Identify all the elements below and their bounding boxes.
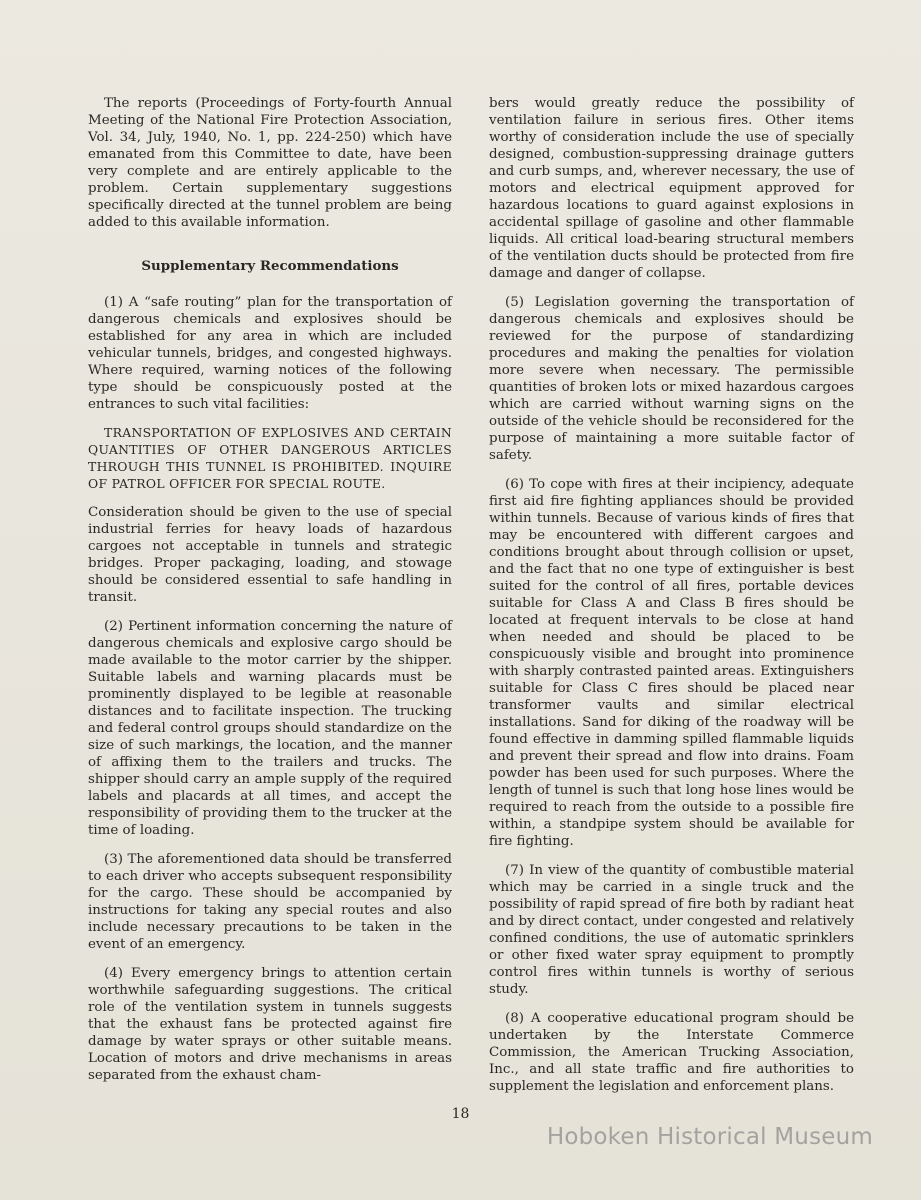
recommendation-2: (2) Pertinent information concerning the nature of dangerous chemicals and explosive cargo should be made available to the motor carrier by the shipper. Suitable labels and warning placards must be prominently displayed to be legible at reasonable distances and to facilitate inspection. The trucking and federal control groups should standardize on the size of such markings, the location, and the manner of affixing them to the trailers and trucks. The shipper should carry an ample supply of the required labels and placards at all times, and accept the responsibility of providing them to the trucker at the time of loading. xyxy=(88,619,452,838)
recommendation-1: (1) A “safe routing” plan for the transportation of dangerous chemicals and explosives should be established for any area in which are included vehicular tunnels, bridges, and congested highways. Where required, warning notices of the following type should be conspicuously posted at the entrances to such vital facilities: xyxy=(88,295,452,412)
left-column xyxy=(88,95,452,1084)
recommendation-1-continued: Consideration should be given to the use of special industrial ferries for heavy loads of hazardous cargoes not acceptable in tunnels and strategic bridges. Proper packaging, loading, and stowage should be considered essential to safe handling in transit. xyxy=(88,505,452,605)
right-column xyxy=(489,95,854,1095)
recommendation-4: (4) Every emergency brings to attention certain worthwhile safeguarding suggestions. The critical role of the ventilation system in tunnels suggests that the exhaust fans be protected against fire damage by water sprays or other suitable means. Location of motors and drive mechanisms in areas separated from the exhaust cham- xyxy=(88,966,452,1083)
page-number: 18 xyxy=(451,1106,470,1122)
recommendation-4-continued: bers would greatly reduce the possibility of ventilation failure in serious fires. Other items worthy of consideration include the use of specially designed, combustion-suppressing drainage gutters and curb sumps, and, wherever necessary, the use of motors and electrical equipment approved for hazardous locations to guard against explosions in accidental spillage of gasoline and other flammable liquids. All critical load-bearing structural members of the ventilation ducts should be protected from fire damage and danger of collapse. xyxy=(489,96,854,281)
recommendation-7: (7) In view of the quantity of combustible material which may be carried in a single truck and the possibility of rapid spread of fire both by radiant heat and by direct contact, under congested and relatively confined conditions, the use of automatic sprinklers or other fixed water spray equipment to promptly control fires within tunnels is worthy of serious study. xyxy=(489,863,854,997)
warning-notice: TRANSPORTATION OF EXPLOSIVES AND CERTAIN QUANTITIES OF OTHER DANGEROUS ARTICLES THROUGH THIS TUNNEL IS PROHIBITED. INQUIRE OF PATROL OFFICER FOR SPECIAL ROUTE. xyxy=(88,425,452,491)
recommendation-6: (6) To cope with fires at their incipiency, adequate first aid fire fighting appliances should be provided within tunnels. Because of various kinds of fires that may be encountered with different cargoes and conditions brought about through collision or upset, and the fact that no one type of extinguisher is best suited for the control of all fires, portable devices suitable for Class A and Class B fires should be located at frequent intervals to be close at hand when needed and should be placed to be conspicuously visible and brought into prominence with sharply contrasted painted areas. Extinguishers suitable for Class C fires should be placed near transformer vaults and similar electrical installations. Sand for diking of the roadway will be found effective in damming spilled flammable liquids and prevent their spread and flow into drains. Foam powder has been used for such purposes. Where the length of tunnel is such that long hose lines would be required to reach from the outside to a possible fire within, a standpipe system should be available for fire fighting. xyxy=(489,477,854,849)
recommendation-8: (8) A cooperative educational program should be undertaken by the Interstate Commerce Commission, the American Trucking Association, Inc., and all state traffic and fire authorities to supplement the legislation and enforcement plans. xyxy=(489,1011,854,1094)
recommendation-5: (5) Legislation governing the transportation of dangerous chemicals and explosives should be reviewed for the purpose of standardizing procedures and making the penalties for violation more severe when necessary. The permissible quantities of broken lots or mixed hazardous cargoes which are carried without warning signs on the outside of the vehicle should be reconsidered for the purpose of maintaining a more suitable factor of safety. xyxy=(489,295,854,463)
recommendation-3: (3) The aforementioned data should be transferred to each driver who accepts subsequent responsibility for the cargo. These should be accompanied by instructions for taking any special routes and also include necessary precautions to be taken in the event of an emergency. xyxy=(88,852,452,952)
museum-watermark: Hoboken Historical Museum xyxy=(546,1124,873,1150)
intro-paragraph: The reports (Proceedings of Forty-fourth Annual Meeting of the National Fire Protection Association, Vol. 34, July, 1940, No. 1, pp. 224-250) which have emanated from this Committee to date, have been very complete and are entirely applicable to the problem. Certain supplementary suggestions specifically directed at the tunnel problem are being added to this available information. xyxy=(88,96,452,230)
section-heading: Supplementary Recommendations xyxy=(141,258,399,274)
